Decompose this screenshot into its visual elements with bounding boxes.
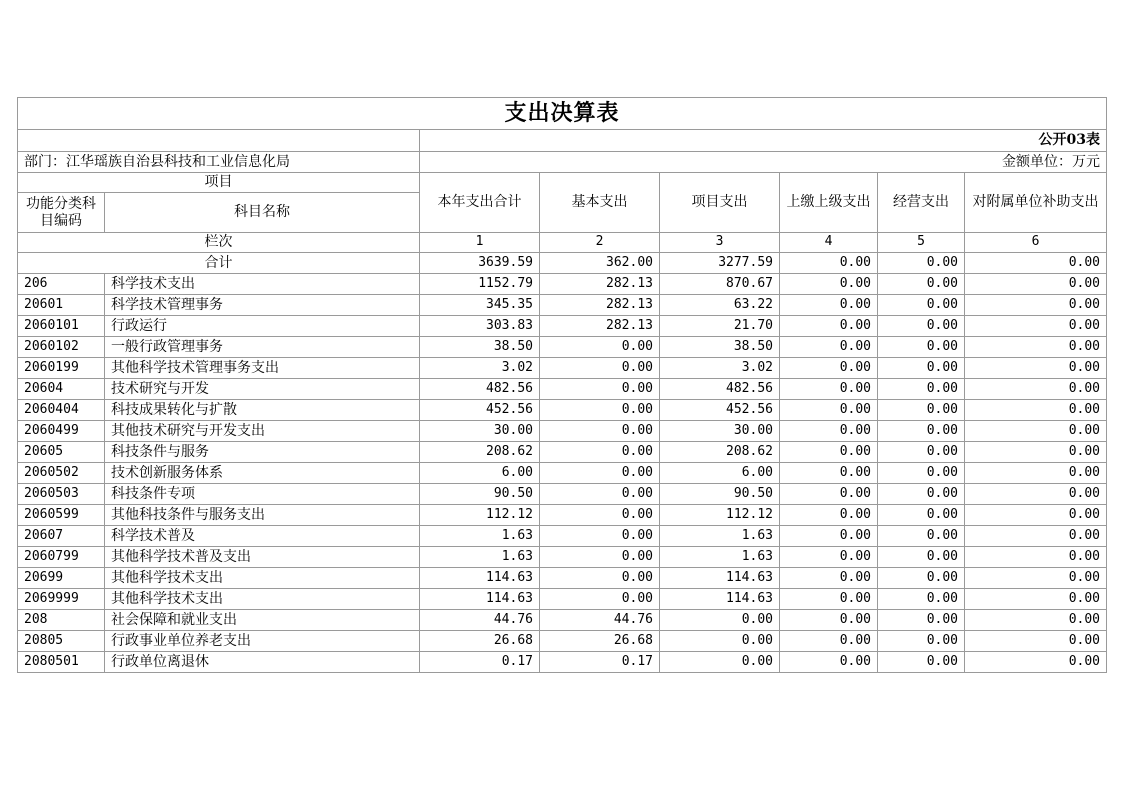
row-code: 2060404	[18, 400, 105, 421]
row-value: 3.02	[420, 358, 540, 379]
row-value: 0.00	[780, 652, 878, 673]
row-value: 208.62	[420, 442, 540, 463]
row-value: 0.00	[965, 526, 1107, 547]
row-value: 0.00	[780, 568, 878, 589]
table-row	[18, 526, 1107, 547]
row-name: 科技条件与服务	[105, 442, 420, 463]
column-index-label: 栏次	[18, 233, 420, 253]
row-value: 0.00	[878, 526, 965, 547]
table-row	[18, 631, 1107, 652]
table-row	[18, 547, 1107, 568]
row-value: 0.00	[780, 505, 878, 526]
row-value: 0.00	[965, 610, 1107, 631]
row-name: 其他科学技术支出	[105, 589, 420, 610]
row-value: 0.00	[540, 589, 660, 610]
row-value: 114.63	[420, 568, 540, 589]
row-code: 2069999	[18, 589, 105, 610]
column-index: 3	[660, 233, 780, 253]
row-value: 0.00	[540, 547, 660, 568]
table-row	[18, 589, 1107, 610]
row-value: 6.00	[420, 463, 540, 484]
row-value: 0.00	[660, 652, 780, 673]
row-value: 0.00	[878, 568, 965, 589]
row-value: 0.00	[878, 463, 965, 484]
row-code: 2060799	[18, 547, 105, 568]
row-value: 21.70	[660, 316, 780, 337]
table-row	[18, 316, 1107, 337]
row-code: 206	[18, 274, 105, 295]
row-value: 482.56	[660, 379, 780, 400]
row-value: 482.56	[420, 379, 540, 400]
page-title: 支出决算表	[18, 98, 1107, 130]
row-value: 0.00	[540, 568, 660, 589]
row-name: 行政运行	[105, 316, 420, 337]
row-value: 0.00	[780, 484, 878, 505]
row-value: 208.62	[660, 442, 780, 463]
row-name: 其他科学技术管理事务支出	[105, 358, 420, 379]
row-value: 0.00	[965, 631, 1107, 652]
row-value: 0.00	[780, 589, 878, 610]
row-value: 0.00	[965, 568, 1107, 589]
row-value: 0.00	[780, 274, 878, 295]
table-row	[18, 400, 1107, 421]
header-col5: 经营支出	[878, 173, 965, 233]
row-value: 0.00	[965, 337, 1107, 358]
row-name: 技术创新服务体系	[105, 463, 420, 484]
row-value: 0.00	[540, 442, 660, 463]
table-row	[18, 337, 1107, 358]
row-value: 112.12	[420, 505, 540, 526]
row-value: 30.00	[660, 421, 780, 442]
row-value: 0.00	[660, 610, 780, 631]
row-value: 6.00	[660, 463, 780, 484]
row-code: 2060503	[18, 484, 105, 505]
row-value: 0.00	[878, 610, 965, 631]
row-name: 行政事业单位养老支出	[105, 631, 420, 652]
row-name: 一般行政管理事务	[105, 337, 420, 358]
header-item: 项目	[18, 173, 420, 193]
table-row	[18, 421, 1107, 442]
table-row	[18, 484, 1107, 505]
column-index: 6	[965, 233, 1107, 253]
row-value: 303.83	[420, 316, 540, 337]
total-value: 362.00	[540, 253, 660, 274]
data-rows	[18, 274, 1107, 673]
column-index: 1	[420, 233, 540, 253]
row-code: 20607	[18, 526, 105, 547]
row-value: 0.00	[878, 631, 965, 652]
row-value: 0.00	[780, 358, 878, 379]
row-value: 26.68	[420, 631, 540, 652]
row-value: 112.12	[660, 505, 780, 526]
row-value: 0.00	[965, 316, 1107, 337]
row-name: 其他科技条件与服务支出	[105, 505, 420, 526]
row-code: 2060102	[18, 337, 105, 358]
row-value: 0.00	[965, 442, 1107, 463]
row-name: 其他科学技术支出	[105, 568, 420, 589]
row-value: 282.13	[540, 274, 660, 295]
row-value: 0.00	[780, 526, 878, 547]
row-value: 0.00	[878, 379, 965, 400]
row-name: 科学技术普及	[105, 526, 420, 547]
table-row	[18, 463, 1107, 484]
row-value: 0.00	[878, 337, 965, 358]
row-value: 0.00	[965, 484, 1107, 505]
row-code: 2060499	[18, 421, 105, 442]
table-row	[18, 274, 1107, 295]
row-value: 30.00	[420, 421, 540, 442]
table-row	[18, 379, 1107, 400]
row-value: 0.00	[780, 400, 878, 421]
header-code: 功能分类科目编码	[18, 193, 105, 233]
row-value: 0.00	[965, 421, 1107, 442]
row-value: 0.00	[780, 610, 878, 631]
row-value: 63.22	[660, 295, 780, 316]
row-value: 26.68	[540, 631, 660, 652]
row-value: 452.56	[660, 400, 780, 421]
header-col2: 基本支出	[540, 173, 660, 233]
row-value: 1.63	[420, 547, 540, 568]
row-value: 0.00	[540, 463, 660, 484]
unit-label: 金额单位：万元	[420, 152, 1107, 173]
total-label: 合计	[18, 253, 420, 274]
header-col6: 对附属单位补助支出	[965, 173, 1107, 233]
row-value: 1152.79	[420, 274, 540, 295]
department-label: 部门：江华瑶族自治县科技和工业信息化局	[18, 152, 420, 173]
column-index: 5	[878, 233, 965, 253]
row-value: 0.00	[780, 337, 878, 358]
row-value: 1.63	[420, 526, 540, 547]
row-value: 0.00	[878, 274, 965, 295]
row-value: 0.17	[420, 652, 540, 673]
row-value: 282.13	[540, 295, 660, 316]
row-value: 0.00	[965, 295, 1107, 316]
row-value: 0.00	[540, 337, 660, 358]
total-value: 0.00	[965, 253, 1107, 274]
row-value: 0.00	[540, 421, 660, 442]
row-code: 20805	[18, 631, 105, 652]
row-code: 2060502	[18, 463, 105, 484]
table-row	[18, 442, 1107, 463]
row-name: 科学技术支出	[105, 274, 420, 295]
row-value: 0.17	[540, 652, 660, 673]
row-name: 科学技术管理事务	[105, 295, 420, 316]
row-name: 行政单位离退休	[105, 652, 420, 673]
row-value: 0.00	[965, 505, 1107, 526]
row-value: 0.00	[965, 589, 1107, 610]
row-value: 0.00	[878, 442, 965, 463]
row-value: 870.67	[660, 274, 780, 295]
row-value: 0.00	[540, 484, 660, 505]
row-value: 0.00	[780, 442, 878, 463]
row-value: 3.02	[660, 358, 780, 379]
row-value: 114.63	[660, 589, 780, 610]
row-value: 0.00	[780, 379, 878, 400]
row-value: 0.00	[878, 589, 965, 610]
row-code: 2060599	[18, 505, 105, 526]
row-value: 0.00	[965, 379, 1107, 400]
row-value: 0.00	[660, 631, 780, 652]
row-value: 0.00	[780, 631, 878, 652]
expenditure-table	[17, 97, 1107, 673]
row-value: 0.00	[965, 652, 1107, 673]
total-value: 0.00	[780, 253, 878, 274]
row-value: 44.76	[420, 610, 540, 631]
total-value: 0.00	[878, 253, 965, 274]
row-value: 90.50	[660, 484, 780, 505]
total-row	[18, 253, 1107, 274]
row-value: 0.00	[780, 295, 878, 316]
row-value: 0.00	[540, 400, 660, 421]
row-value: 0.00	[878, 400, 965, 421]
row-value: 0.00	[965, 400, 1107, 421]
column-index: 2	[540, 233, 660, 253]
row-value: 0.00	[780, 463, 878, 484]
row-value: 38.50	[420, 337, 540, 358]
row-code: 2060199	[18, 358, 105, 379]
table-row	[18, 652, 1107, 673]
row-name: 科技成果转化与扩散	[105, 400, 420, 421]
row-value: 0.00	[878, 295, 965, 316]
row-value: 90.50	[420, 484, 540, 505]
row-value: 38.50	[660, 337, 780, 358]
table-row	[18, 358, 1107, 379]
row-value: 0.00	[540, 526, 660, 547]
row-value: 0.00	[878, 421, 965, 442]
row-code: 20604	[18, 379, 105, 400]
total-value: 3277.59	[660, 253, 780, 274]
row-code: 20699	[18, 568, 105, 589]
row-name: 技术研究与开发	[105, 379, 420, 400]
row-code: 2060101	[18, 316, 105, 337]
header-col4: 上缴上级支出	[780, 173, 878, 233]
header-name: 科目名称	[105, 193, 420, 233]
row-value: 0.00	[965, 358, 1107, 379]
table-row	[18, 568, 1107, 589]
row-code: 208	[18, 610, 105, 631]
row-value: 0.00	[878, 547, 965, 568]
form-number: 公开03表	[420, 130, 1107, 152]
column-index: 4	[780, 233, 878, 253]
total-value: 3639.59	[420, 253, 540, 274]
row-value: 0.00	[780, 547, 878, 568]
row-name: 其他技术研究与开发支出	[105, 421, 420, 442]
row-value: 0.00	[878, 484, 965, 505]
row-code: 20605	[18, 442, 105, 463]
row-value: 0.00	[878, 505, 965, 526]
row-value: 0.00	[965, 274, 1107, 295]
row-value: 452.56	[420, 400, 540, 421]
row-value: 0.00	[540, 505, 660, 526]
row-value: 114.63	[420, 589, 540, 610]
row-value: 44.76	[540, 610, 660, 631]
blank-cell	[18, 130, 420, 152]
row-code: 20601	[18, 295, 105, 316]
row-value: 0.00	[540, 358, 660, 379]
row-value: 0.00	[878, 652, 965, 673]
row-value: 282.13	[540, 316, 660, 337]
row-value: 0.00	[540, 379, 660, 400]
row-value: 0.00	[965, 547, 1107, 568]
row-value: 0.00	[780, 316, 878, 337]
table-row	[18, 610, 1107, 631]
row-value: 1.63	[660, 526, 780, 547]
row-value: 0.00	[965, 463, 1107, 484]
row-value: 0.00	[780, 421, 878, 442]
row-name: 社会保障和就业支出	[105, 610, 420, 631]
row-name: 其他科学技术普及支出	[105, 547, 420, 568]
row-code: 2080501	[18, 652, 105, 673]
table-row	[18, 295, 1107, 316]
row-value: 0.00	[878, 358, 965, 379]
row-value: 0.00	[878, 316, 965, 337]
table-row	[18, 505, 1107, 526]
row-name: 科技条件专项	[105, 484, 420, 505]
header-col3: 项目支出	[660, 173, 780, 233]
header-col1: 本年支出合计	[420, 173, 540, 233]
row-value: 114.63	[660, 568, 780, 589]
row-value: 345.35	[420, 295, 540, 316]
row-value: 1.63	[660, 547, 780, 568]
